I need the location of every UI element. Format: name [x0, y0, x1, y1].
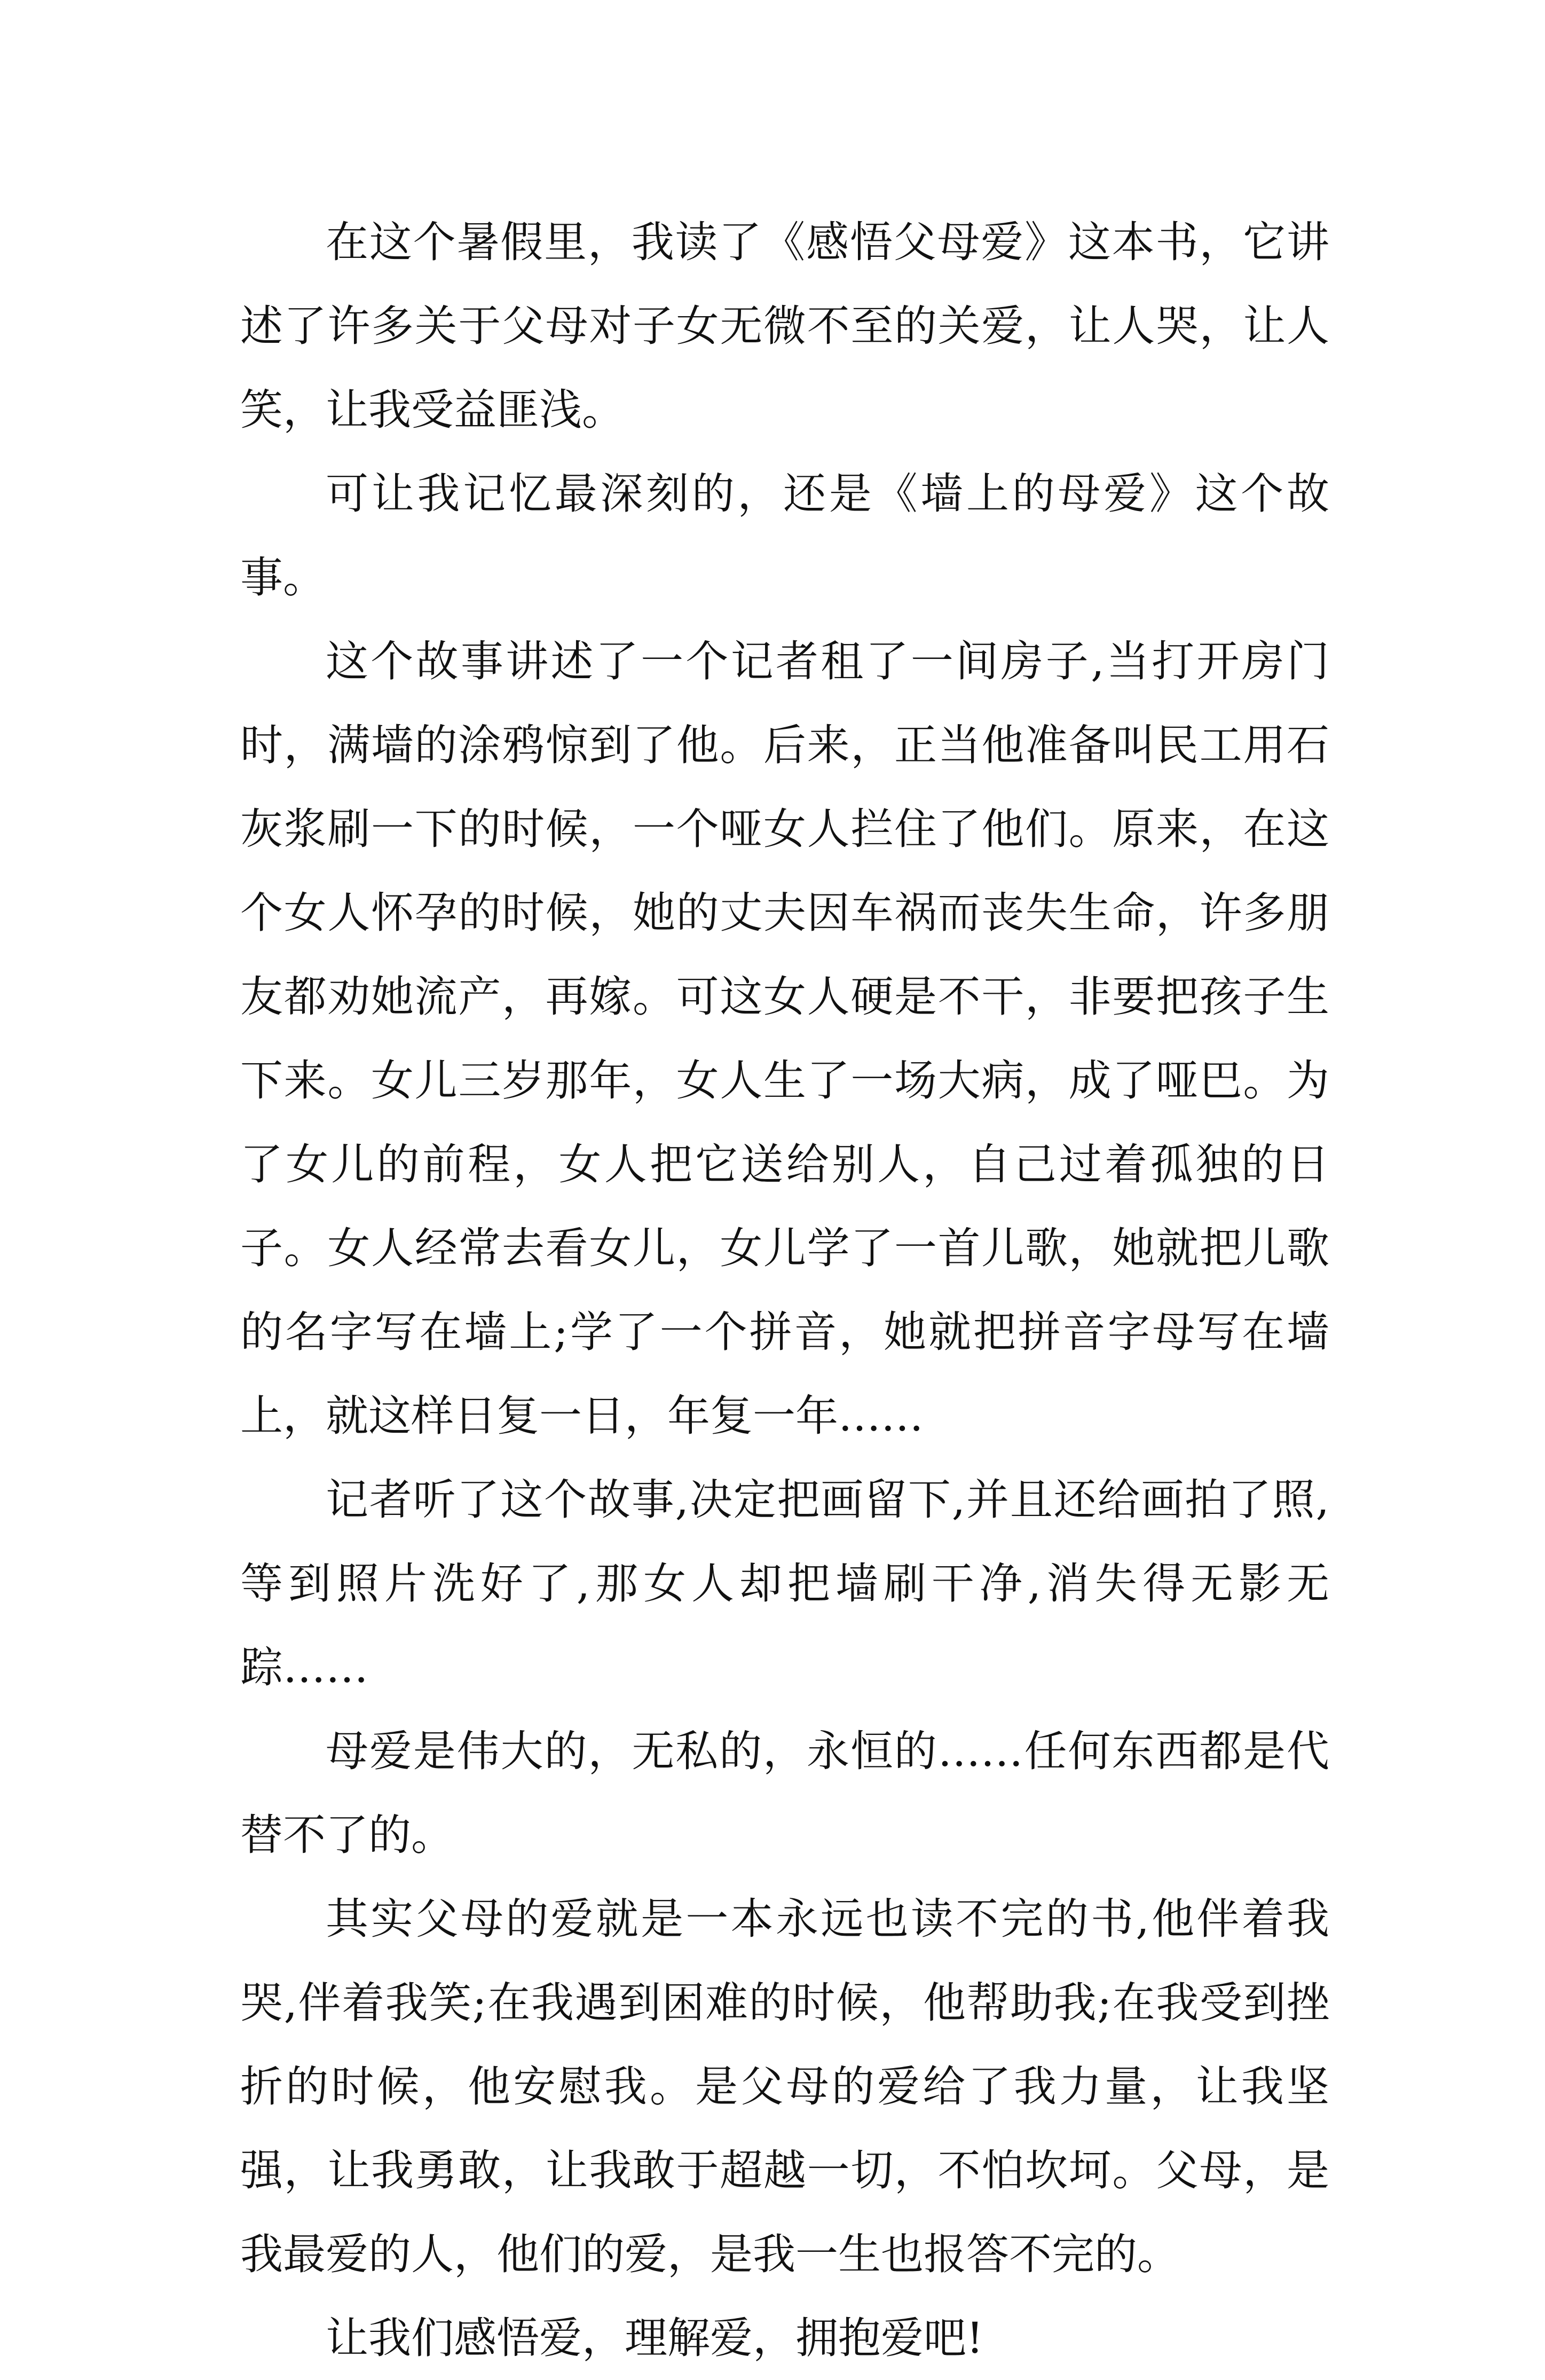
paragraph-intro: 在这个暑假里，我读了《感悟父母爱》这本书，它讲述了许多关于父母对子女无微不至的关爱，让人哭，让人笑，让我受益匪浅。	[240, 217, 1329, 435]
document-body	[240, 200, 1329, 2380]
paragraph-parents-love: 其实父母的爱就是一本永远也读不完的书,他伴着我哭,伴着我笑;在我遇到困难的时候，他帮助我;在我受到挫折的时候，他安慰我。是父母的爱给了我力量，让我坚强，让我勇敢，让我敢于超越一切，不怕坎坷。父母，是我最爱的人，他们的爱，是我一生也报答不完的。	[240, 1894, 1329, 2279]
paragraph-story-intro: 可让我记忆最深刻的，还是《墙上的母爱》这个故事。	[240, 469, 1329, 602]
paragraph-conclusion: 让我们感悟爱，理解爱，拥抱爱吧!	[326, 2313, 984, 2363]
paragraph-mother-love: 母爱是伟大的，无私的，永恒的……任何东西都是代替不了的。	[240, 1726, 1329, 1860]
paragraph-story: 这个故事讲述了一个记者租了一间房子,当打开房门时，满墙的涂鸦惊到了他。后来，正当他准备叫民工用石灰浆刷一下的时候，一个哑女人拦住了他们。原来，在这个女人怀孕的时候，她的丈夫因车祸而丧失生命，许多朋友都劝她流产，再嫁。可这女人硬是不干，非要把孩子生下来。女儿三岁那年，女人生了一场大病，成了哑巴。为了女儿的前程，女人把它送给别人，自己过着孤独的日子。女人经常去看女儿，女儿学了一首儿歌，她就把儿歌的名字写在墙上;学了一个拼音，她就把拼音字母写在墙上，就这样日复一日，年复一年……	[240, 637, 1329, 1441]
paragraph-reporter: 记者听了这个故事,决定把画留下,并且还给画拍了照,等到照片洗好了,那女人却把墙刷干净,消失得无影无踪……	[240, 1475, 1329, 1692]
